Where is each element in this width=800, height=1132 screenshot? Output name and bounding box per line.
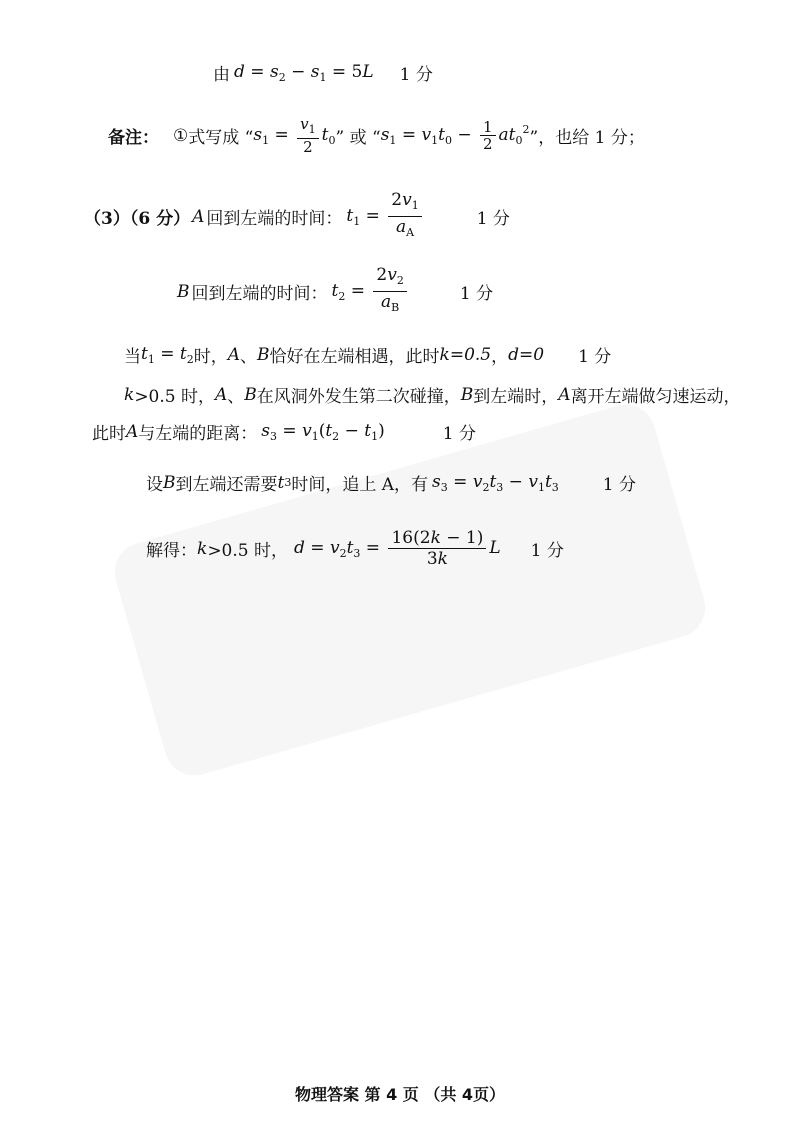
b-text: 回到左端的时间： bbox=[191, 284, 328, 304]
equation-d bbox=[213, 60, 433, 85]
catch-up-line: 设 B 到左端还需要 t 3 时间，追上 A，有 $s_3 = v_2t_3 - v_1t_3$ 1 分 bbox=[146, 471, 637, 495]
formula-s3-catch: $s_3 = v_2t_3 - v_1t_3$ bbox=[432, 471, 559, 494]
kgt-text-4: 离开左端做匀速运动， bbox=[570, 387, 741, 407]
meet-line: 当 $t_1 = t_2$ 时， A 、 B 恰好在左端相遇，此时 k=0.5 ， d=0 1 分 bbox=[124, 343, 612, 367]
score: 1 分 bbox=[476, 209, 510, 229]
solve-text-2: >0.5 时， bbox=[207, 541, 288, 561]
kgt-text-2: 在风洞外发生第二次碰撞， bbox=[256, 387, 461, 407]
note-text-1: 式写成 “ bbox=[188, 128, 254, 148]
score: 1 分 bbox=[530, 541, 564, 561]
score: 1 分 bbox=[442, 424, 476, 444]
distance-line: 此时 A 与左端的距离： $s_3 = v_1(t_2 - t_1)$ 1 分 bbox=[92, 420, 476, 444]
solution-line: 解得： k >0.5 时， $d = v_2t_3$ = $\frac{16(2k - 1)}{3k}$ L 1 分 bbox=[146, 528, 564, 569]
text-you: 由 bbox=[213, 65, 230, 85]
d-value: d=0 bbox=[508, 344, 545, 365]
faded-watermark bbox=[108, 397, 712, 782]
score: 1 分 bbox=[459, 284, 494, 304]
dist-text-2: 与左端的距离： bbox=[138, 424, 258, 444]
score: 1 分 bbox=[399, 65, 433, 85]
meet-text-3: 恰好在左端相遇，此时 bbox=[269, 347, 440, 367]
dist-text-1: 此时 bbox=[92, 424, 126, 444]
catch-text-3: 时间，追上 A，有 bbox=[291, 475, 429, 495]
circled-one: ① bbox=[173, 125, 189, 146]
part3-b-line: B 回到左端的时间： $t_2$ = $\frac{2v_2}{a_B}$ 1 分 bbox=[177, 265, 493, 318]
note-label: 备注： bbox=[108, 128, 159, 148]
meet-text-2: 时， bbox=[193, 347, 228, 367]
part3-a-line: （3）（6 分） A 回到左端的时间： $t_1$ = $\frac{2v_1}{a_A}$ 1 分 bbox=[84, 190, 510, 243]
formula-s1-a: $s_1$ = $\frac{v_1}{2}$ $t_0$ bbox=[253, 115, 336, 156]
formula-s1-b: $s_1 = v_1t_0$ − $\frac{1}{2}$ $at_0^2$ bbox=[380, 118, 530, 153]
formula-d-final: $d = v_2t_3$ = $\frac{16(2k - 1)}{3k}$ L bbox=[294, 528, 501, 569]
catch-text-2: 到左端还需要 bbox=[175, 475, 278, 495]
part3-text: 回到左端的时间： bbox=[206, 209, 343, 229]
formula-s3: $s_3 = v_1(t_2 - t_1)$ bbox=[261, 420, 385, 443]
note-mid: ” 或 “ bbox=[335, 128, 381, 148]
score: 1 分 bbox=[578, 347, 612, 367]
k-value: k=0.5 bbox=[439, 344, 492, 365]
catch-text-1: 设 bbox=[146, 475, 163, 495]
note-line bbox=[108, 116, 645, 155]
k-greater-line: k >0.5 时， A 、 B 在风洞外发生第二次碰撞， B 到左端时， A 离开左端做匀速运动， bbox=[124, 382, 741, 407]
kgt-text-1: >0.5 时， bbox=[134, 387, 215, 407]
kgt-text-3: 到左端时， bbox=[473, 387, 559, 407]
formula-t1: $t_1$ = $\frac{2v_1}{a_A}$ bbox=[346, 190, 424, 243]
formula-t1-eq-t2: $t_1 = t_2$ bbox=[141, 343, 194, 366]
note-text-2: ”，也给 1 分； bbox=[529, 128, 645, 148]
part3-label: （3）（6 分） bbox=[84, 209, 191, 229]
formula-d: $d = s_2 - s_1 = 5L$ bbox=[234, 61, 374, 84]
formula-t2: $t_2$ = $\frac{2v_2}{a_B}$ bbox=[332, 265, 410, 318]
score: 1 分 bbox=[602, 475, 637, 495]
meet-text-1: 当 bbox=[124, 347, 141, 367]
solve-text-1: 解得： bbox=[146, 541, 197, 561]
page-footer: 物理答案 第 4 页 （共 4页） bbox=[294, 1085, 506, 1104]
